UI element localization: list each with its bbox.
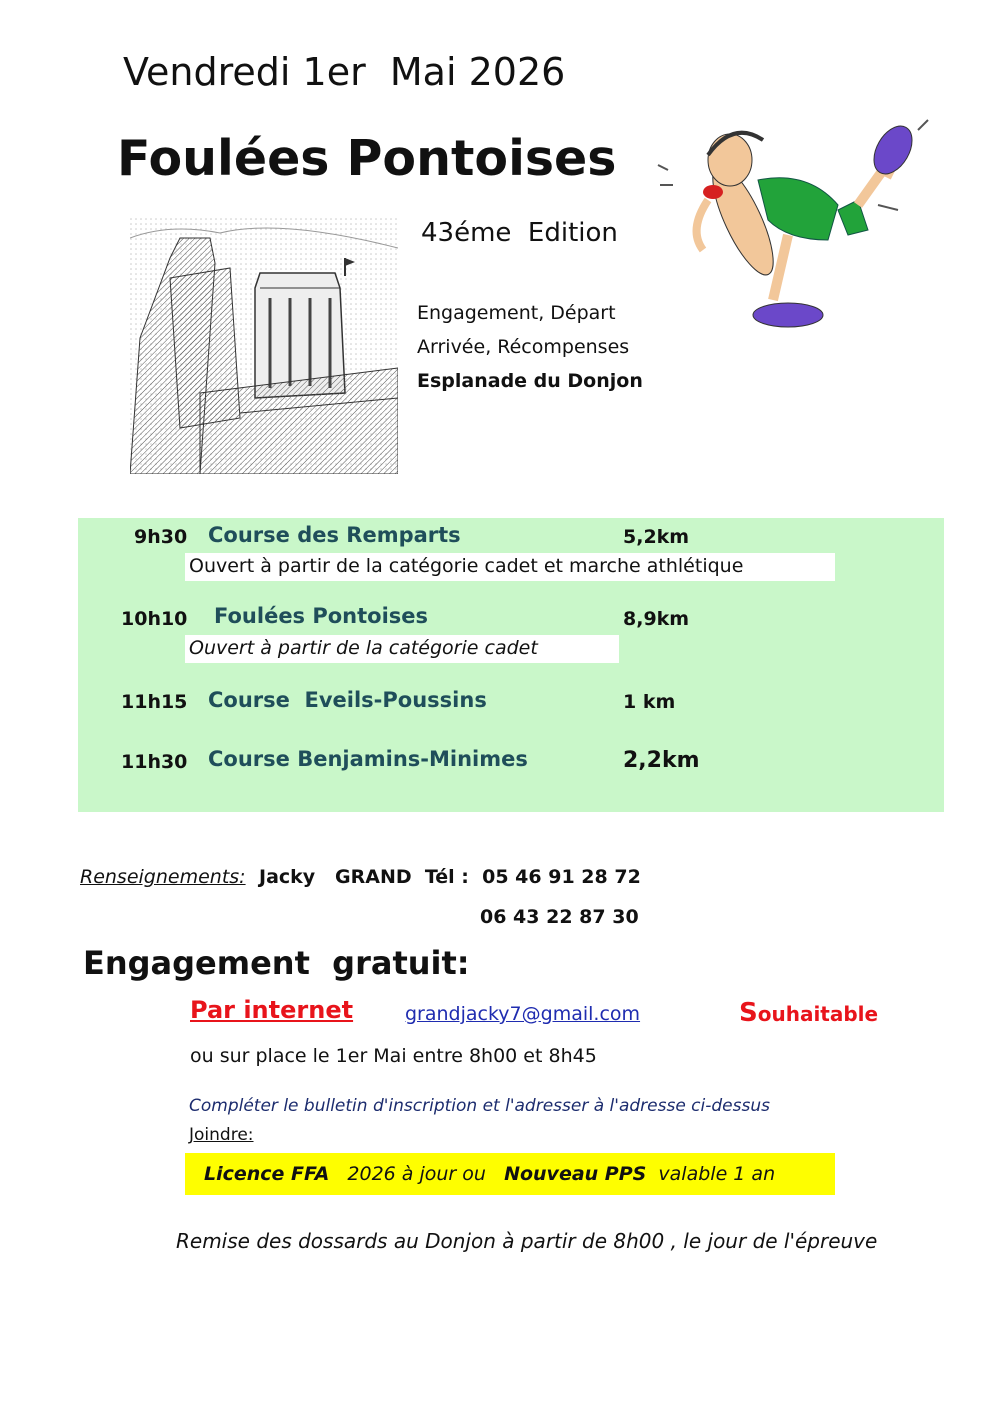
licence-year: 2026 à jour ou	[347, 1163, 486, 1185]
race-2-note: Ouvert à partir de la catégorie cadet	[185, 635, 619, 663]
register-internet-label: Par internet	[190, 996, 354, 1024]
contact-label: Renseignements:	[80, 866, 246, 888]
location-place: Esplanade du Donjon	[417, 370, 643, 392]
event-title: Foulées Pontoises	[117, 130, 617, 187]
castle-illustration	[130, 218, 398, 474]
onsite-registration: ou sur place le 1er Mai entre 8h00 et 8h45	[190, 1045, 597, 1067]
joindre-label: Joindre:	[189, 1125, 254, 1145]
race-1-distance: 5,2km	[623, 526, 690, 548]
location-line-2: Arrivée, Récompenses	[417, 336, 630, 358]
runner-cartoon	[648, 110, 938, 340]
event-date: Vendredi 1er Mai 2026	[123, 50, 566, 94]
race-1-time: 9h30	[134, 526, 188, 548]
souhaitable-label	[739, 998, 878, 1028]
race-3-time: 11h15	[121, 691, 188, 713]
race-2-name: Foulées Pontoises	[214, 604, 429, 628]
edition-label: 43éme Edition	[421, 218, 618, 248]
registration-heading: Engagement gratuit:	[83, 944, 470, 982]
race-3-name: Course Eveils-Poussins	[208, 688, 487, 712]
race-4-distance: 2,2km	[623, 748, 700, 773]
bulletin-instruction: Compléter le bulletin d'inscription et l'adresser à l'adresse ci-dessus	[189, 1096, 770, 1116]
licence-pps: Nouveau PPS	[504, 1163, 647, 1185]
race-2-time: 10h10	[121, 608, 188, 630]
location-line-1: Engagement, Départ	[417, 302, 616, 324]
race-4-time: 11h30	[121, 751, 188, 773]
race-1-note: Ouvert à partir de la catégorie cadet et marche athlétique	[185, 553, 835, 581]
souhaitable-rest: ouhaitable	[757, 1002, 879, 1026]
race-4-name: Course Benjamins-Minimes	[208, 747, 528, 771]
licence-ffa: Licence FFA	[204, 1163, 330, 1185]
souhaitable-initial: S	[739, 998, 758, 1028]
licence-validity: valable 1 an	[658, 1163, 776, 1185]
race-1-name: Course des Remparts	[208, 523, 461, 547]
bib-pickup-note: Remise des dossards au Donjon à partir de 8h00 , le jour de l'épreuve	[176, 1229, 878, 1253]
race-2-distance: 8,9km	[623, 608, 690, 630]
email-link[interactable]: grandjacky7@gmail.com	[405, 1003, 641, 1025]
race-3-distance: 1 km	[623, 691, 676, 713]
contact-text: Jacky GRAND Tél : 05 46 91 28 72	[259, 866, 641, 888]
contact-phone-2: 06 43 22 87 30	[480, 906, 639, 928]
licence-requirement	[204, 1163, 775, 1185]
